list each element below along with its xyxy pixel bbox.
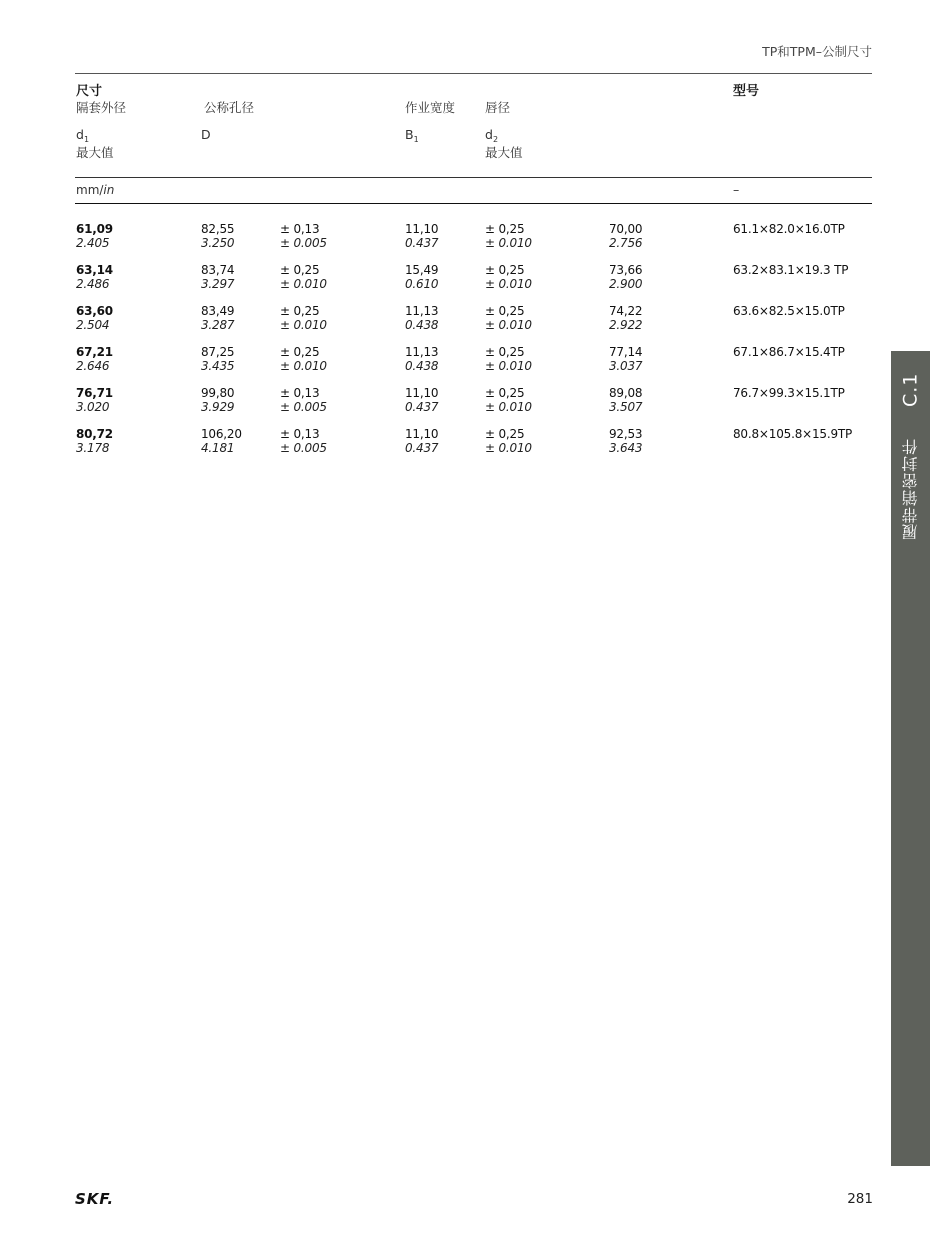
cell-B1: 15,49 0.610: [405, 263, 439, 291]
cell-B1: 11,13 0.438: [405, 304, 439, 332]
cell-B1: 11,10 0.437: [405, 427, 439, 455]
cell-d1: 67,21 2.646: [76, 345, 113, 373]
cell-B1-tolerance: ± 0,25 ± 0.010: [485, 304, 532, 332]
page-header-title: TP和TPM–公制尺寸: [762, 44, 872, 59]
cell-B1: 11,10 0.437: [405, 386, 439, 414]
table-row: [0, 387, 930, 428]
table-row: [0, 223, 930, 264]
cell-B1-tolerance: ± 0,25 ± 0.010: [485, 345, 532, 373]
cell-D-tolerance: ± 0,25 ± 0.010: [280, 304, 327, 332]
section-code: C.1: [899, 372, 922, 408]
cell-designation: 63.6×82.5×15.0TP: [733, 304, 845, 318]
designation-unit-dash: –: [733, 182, 740, 197]
symbol-d1: $d_1$: [76, 127, 90, 144]
cell-designation: 80.8×105.8×15.9TP: [733, 427, 853, 441]
cell-D-tolerance: ± 0,25 ± 0.010: [280, 263, 327, 291]
skf-logo: SKF.: [75, 1190, 115, 1208]
cell-D: 87,25 3.435: [201, 345, 235, 373]
header-lip: 唇径: [485, 100, 511, 115]
cell-D: 106,20 4.181: [201, 427, 242, 455]
cell-B1: 11,10 0.437: [405, 222, 439, 250]
header-max-1: 最大值: [76, 145, 114, 160]
header-width: 作业宽度: [405, 100, 456, 115]
cell-d2: 73,66 2.900: [609, 263, 643, 291]
table-row: [0, 264, 930, 305]
cell-B1-tolerance: ± 0,25 ± 0.010: [485, 222, 532, 250]
units-label: mm/in: [76, 183, 115, 197]
cell-d2: 92,53 3.643: [609, 427, 643, 455]
table-row: [0, 428, 930, 469]
cell-designation: 76.7×99.3×15.1TP: [733, 386, 845, 400]
symbol-D: D: [201, 127, 211, 142]
cell-designation: 67.1×86.7×15.4TP: [733, 345, 845, 359]
cell-d2: 77,14 3.037: [609, 345, 643, 373]
table-row: [0, 346, 930, 387]
symbol-d2: $d_2$: [485, 127, 499, 144]
cell-d2: 74,22 2.922: [609, 304, 643, 332]
header-max-2: 最大值: [485, 145, 523, 160]
cell-d2: 89,08 3.507: [609, 386, 643, 414]
header-sleeve-od: 隔套外径: [76, 100, 127, 115]
cell-D-tolerance: ± 0,13 ± 0.005: [280, 386, 327, 414]
cell-B1-tolerance: ± 0,25 ± 0.010: [485, 386, 532, 414]
cell-d1: 63,60 2.504: [76, 304, 113, 332]
page-number: 281: [847, 1191, 873, 1207]
cell-B1: 11,13 0.438: [405, 345, 439, 373]
unit-rule: [75, 203, 872, 204]
symbol-B1: $B_1$: [405, 127, 419, 144]
cell-B1-tolerance: ± 0,25 ± 0.010: [485, 427, 532, 455]
section-title: 履带销密封件: [901, 438, 920, 540]
cell-D: 83,74 3.297: [201, 263, 235, 291]
header-dimensions: 尺寸: [76, 84, 103, 99]
cell-B1-tolerance: ± 0,25 ± 0.010: [485, 263, 532, 291]
cell-designation: 63.2×83.1×19.3 TP: [733, 263, 849, 277]
cell-designation: 61.1×82.0×16.0TP: [733, 222, 845, 236]
cell-d1: 61,09 2.405: [76, 222, 113, 250]
cell-D: 82,55 3.250: [201, 222, 235, 250]
table-row: [0, 305, 930, 346]
cell-D: 83,49 3.287: [201, 304, 235, 332]
header-rule: [75, 177, 872, 178]
cell-D-tolerance: ± 0,13 ± 0.005: [280, 222, 327, 250]
header-designation: 型号: [733, 84, 760, 99]
cell-D-tolerance: ± 0,13 ± 0.005: [280, 427, 327, 455]
cell-d1: 63,14 2.486: [76, 263, 113, 291]
cell-D-tolerance: ± 0,25 ± 0.010: [280, 345, 327, 373]
top-rule: [75, 73, 872, 74]
header-bore: 公称孔径: [204, 100, 255, 115]
cell-d1: 80,72 3.178: [76, 427, 113, 455]
section-side-tab: [891, 351, 930, 1166]
cell-d1: 76,71 3.020: [76, 386, 113, 414]
cell-d2: 70,00 2.756: [609, 222, 643, 250]
cell-D: 99,80 3.929: [201, 386, 235, 414]
